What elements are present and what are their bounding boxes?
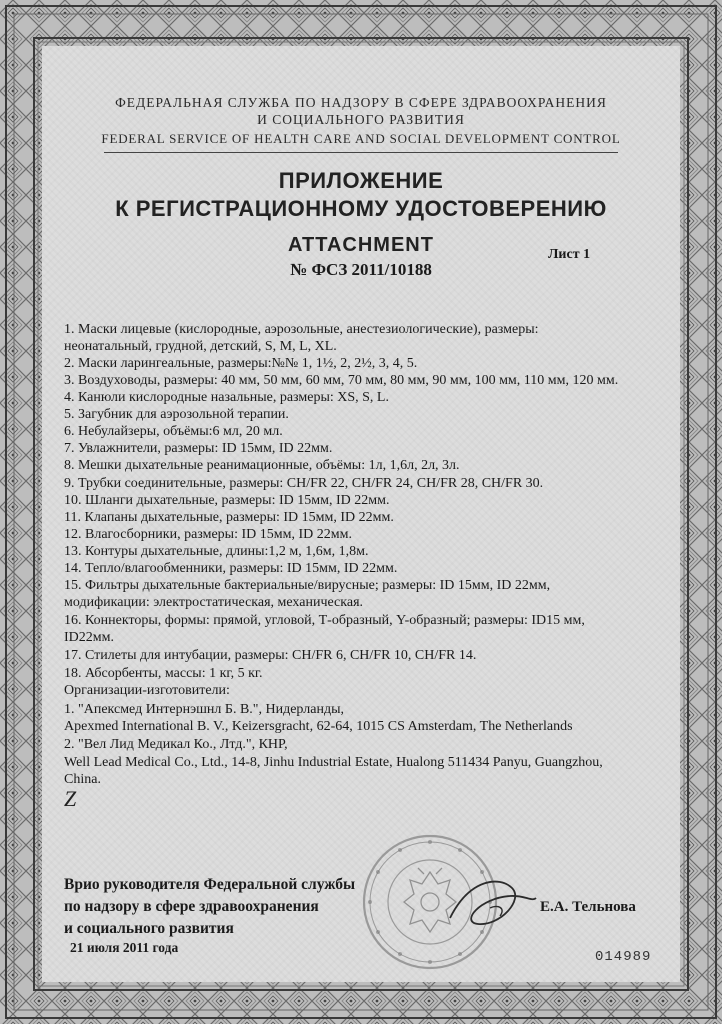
list-item: Well Lead Medical Co., Ltd., 14-8, Jinhu Industrial Estate, Hualong 511434 Panyu, Guangzhou, [64, 755, 603, 770]
certificate-number: № ФСЗ 2011/10188 [290, 260, 432, 279]
list-item: 13. Контуры дыхательные, длины:1,2 м, 1,6м, 1,8м. [64, 544, 369, 559]
signature-title-line2: по надзору в сфере здравоохранения [64, 898, 319, 915]
list-item: 14. Тепло/влагообменники, размеры: ID 15мм, ID 22мм. [64, 561, 398, 576]
agency-name-ru-line2: И СОЦИАЛЬНОГО РАЗВИТИЯ [257, 112, 465, 127]
list-item: Apexmed International B. V., Keizersgracht, 62-64, 1015 CS Amsterdam, The Netherlands [64, 719, 573, 734]
list-item: 17. Стилеты для интубации, размеры: CH/FR 6, CH/FR 10, CH/FR 14. [64, 648, 477, 663]
list-item: модификации: электростатическая, механическая. [64, 595, 364, 610]
signature-title-line1: Врио руководителя Федеральной службы [64, 876, 356, 893]
title-line2: К РЕГИСТРАЦИОННОМУ УДОСТОВЕРЕНИЮ [115, 196, 607, 221]
agency-name-ru-line1: ФЕДЕРАЛЬНАЯ СЛУЖБА ПО НАДЗОРУ В СФЕРЕ ЗДРАВООХРАНЕНИЯ [115, 95, 607, 110]
list-item: 7. Увлажнители, размеры: ID 15мм, ID 22мм. [64, 441, 333, 456]
list-item: неонатальный, грудной, детский, S, M, L, XL. [64, 339, 337, 354]
handwritten-signature-icon [440, 868, 540, 938]
agency-name-en: FEDERAL SERVICE OF HEALTH CARE AND SOCIAL DEVELOPMENT CONTROL [101, 131, 621, 146]
list-item: ID22мм. [64, 630, 114, 645]
end-of-list-mark: Z [64, 786, 77, 811]
signature-title-line3: и социального развития [64, 920, 234, 937]
list-item: 3. Воздуховоды, размеры: 40 мм, 50 мм, 60 мм, 70 мм, 80 мм, 90 мм, 100 мм, 110 мм, 120 мм. [64, 373, 619, 388]
signer-name: Е.А. Тельнова [540, 899, 636, 915]
list-item: 16. Коннекторы, формы: прямой, угловой, Т-образный, Y-образный; размеры: ID15 мм, [64, 613, 585, 628]
list-item: Организации-изготовители: [64, 683, 230, 698]
list-item: 9. Трубки соединительные, размеры: CH/FR 22, CH/FR 24, CH/FR 28, CH/FR 30. [64, 476, 544, 491]
sheet-number: Лист 1 [548, 247, 591, 262]
list-item: 11. Клапаны дыхательные, размеры: ID 15мм, ID 22мм. [64, 510, 394, 525]
list-item: 15. Фильтры дыхательные бактериальные/вирусные; размеры: ID 15мм, ID 22мм, [64, 578, 551, 593]
list-item: China. [64, 772, 101, 787]
signature-date: 21 июля 2011 года [70, 940, 179, 955]
list-item: 12. Влагосборники, размеры: ID 15мм, ID 22мм. [64, 527, 352, 542]
attachment-heading: ATTACHMENT [288, 234, 434, 256]
list-item: 8. Мешки дыхательные реанимационные, объёмы: 1л, 1,6л, 2л, 3л. [64, 458, 460, 473]
list-item: 1. "Апексмед Интернэшнл Б. В.", Нидерланды, [64, 702, 344, 717]
list-item: 4. Канюли кислородные назальные, размеры: XS, S, L. [64, 390, 389, 405]
header-rule [104, 152, 618, 153]
list-item: 1. Маски лицевые (кислородные, аэрозольные, анестезиологические), размеры: [64, 322, 539, 337]
list-item: 18. Абсорбенты, массы: 1 кг, 5 кг. [64, 666, 263, 681]
title-line1: ПРИЛОЖЕНИЕ [278, 168, 444, 193]
serial-number: 014989 [595, 949, 652, 965]
list-item: 2. "Вел Лид Медикал Ко., Лтд.", КНР, [64, 737, 288, 752]
list-item: 5. Загубник для аэрозольной терапии. [64, 407, 289, 422]
list-item: 6. Небулайзеры, объёмы:6 мл, 20 мл. [64, 424, 283, 439]
list-item: 10. Шланги дыхательные, размеры: ID 15мм, ID 22мм. [64, 493, 390, 508]
list-item: 2. Маски ларингеальные, размеры:№№ 1, 1½, 2, 2½, 3, 4, 5. [64, 356, 418, 371]
